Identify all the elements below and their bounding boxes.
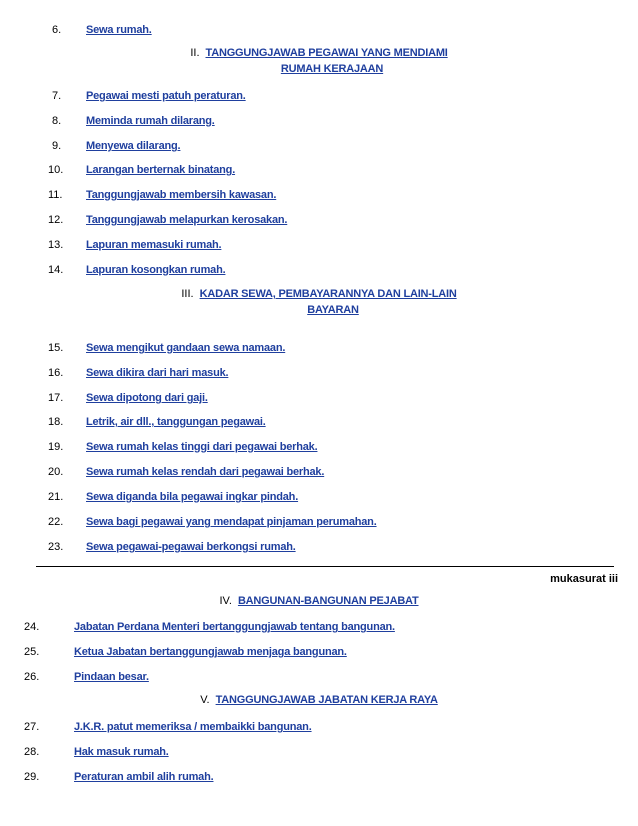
list-item bbox=[0, 237, 638, 253]
list-item bbox=[0, 539, 638, 555]
toc-link[interactable]: Pindaan besar. bbox=[74, 671, 149, 683]
item-number: 10. bbox=[48, 164, 64, 176]
list-item bbox=[0, 464, 638, 480]
list-item bbox=[0, 489, 638, 505]
section-heading-3 bbox=[0, 286, 638, 302]
list-item bbox=[0, 619, 638, 635]
section-title-link[interactable]: RUMAH KERAJAAN bbox=[280, 63, 384, 75]
section-heading-5 bbox=[0, 692, 638, 708]
list-item bbox=[0, 22, 638, 38]
section-numeral: III. bbox=[181, 288, 194, 300]
list-item bbox=[0, 669, 638, 685]
item-number: 26. bbox=[24, 671, 40, 683]
section-heading-4 bbox=[0, 593, 638, 609]
list-item bbox=[0, 439, 638, 455]
item-number: 12. bbox=[48, 214, 64, 226]
item-number: 6. bbox=[52, 24, 62, 36]
section-numeral: V. bbox=[200, 694, 210, 706]
item-number: 16. bbox=[48, 367, 64, 379]
toc-link[interactable]: Meminda rumah dilarang. bbox=[86, 115, 215, 127]
item-number: 7. bbox=[52, 90, 62, 102]
toc-link[interactable]: Tanggungjawab membersih kawasan. bbox=[86, 189, 277, 201]
list-item bbox=[0, 365, 638, 381]
page-divider bbox=[36, 566, 614, 567]
toc-link[interactable]: Hak masuk rumah. bbox=[74, 746, 169, 758]
item-number: 11. bbox=[48, 189, 63, 201]
list-item bbox=[0, 340, 638, 356]
item-number: 21. bbox=[48, 491, 64, 503]
list-item bbox=[0, 744, 638, 760]
section-heading-2 bbox=[0, 45, 638, 61]
item-number: 20. bbox=[48, 466, 64, 478]
toc-link[interactable]: Ketua Jabatan bertanggungjawab menjaga bangunan. bbox=[74, 646, 347, 658]
item-number: 25. bbox=[24, 646, 40, 658]
toc-link[interactable]: Menyewa dilarang. bbox=[86, 140, 181, 152]
toc-link[interactable]: Sewa rumah kelas rendah dari pegawai berhak. bbox=[86, 466, 325, 478]
section-title-link[interactable]: TANGGUNGJAWAB JABATAN KERJA RAYA bbox=[215, 694, 438, 706]
item-number: 24. bbox=[24, 621, 40, 633]
item-number: 29. bbox=[24, 771, 40, 783]
section-title-link[interactable]: TANGGUNGJAWAB PEGAWAI YANG MENDIAMI bbox=[205, 47, 448, 59]
list-item bbox=[0, 187, 638, 203]
section-title-link[interactable]: BANGUNAN-BANGUNAN PEJABAT bbox=[237, 595, 419, 607]
toc-link[interactable]: Jabatan Perdana Menteri bertanggungjawab tentang bangunan. bbox=[74, 621, 395, 633]
toc-link[interactable]: J.K.R. patut memeriksa / membaikki bangunan. bbox=[74, 721, 312, 733]
toc-link[interactable]: Sewa dikira dari hari masuk. bbox=[86, 367, 229, 379]
page-number: mukasurat iii bbox=[550, 573, 618, 585]
list-item bbox=[0, 88, 638, 104]
item-number: 28. bbox=[24, 746, 40, 758]
toc-link[interactable]: Letrik, air dll., tanggungan pegawai. bbox=[86, 416, 266, 428]
item-number: 18. bbox=[48, 416, 64, 428]
toc-link[interactable]: Sewa diganda bila pegawai ingkar pindah. bbox=[86, 491, 299, 503]
section-title-link[interactable]: BAYARAN bbox=[307, 304, 359, 316]
list-item bbox=[0, 113, 638, 129]
item-number: 15. bbox=[48, 342, 64, 354]
list-item bbox=[0, 769, 638, 785]
toc-link[interactable]: Sewa bagi pegawai yang mendapat pinjaman perumahan. bbox=[86, 516, 377, 528]
item-number: 9. bbox=[52, 140, 62, 152]
toc-link[interactable]: Sewa dipotong dari gaji. bbox=[86, 392, 208, 404]
toc-link[interactable]: Pegawai mesti patuh peraturan. bbox=[86, 90, 246, 102]
list-item bbox=[0, 138, 638, 154]
list-item bbox=[0, 212, 638, 228]
section-heading-2-line2 bbox=[0, 61, 638, 77]
list-item bbox=[0, 262, 638, 278]
item-number: 17. bbox=[48, 392, 64, 404]
section-title-link[interactable]: KADAR SEWA, PEMBAYARANNYA DAN LAIN-LAIN bbox=[199, 288, 457, 300]
toc-link[interactable]: Peraturan ambil alih rumah. bbox=[74, 771, 214, 783]
section-numeral: II. bbox=[190, 47, 200, 59]
toc-link[interactable]: Tanggungjawab melapurkan kerosakan. bbox=[86, 214, 288, 226]
toc-link[interactable]: Sewa rumah kelas tinggi dari pegawai berhak. bbox=[86, 441, 318, 453]
item-number: 13. bbox=[48, 239, 64, 251]
toc-link[interactable]: Sewa rumah. bbox=[86, 24, 152, 36]
item-number: 19. bbox=[48, 441, 64, 453]
item-number: 23. bbox=[48, 541, 64, 553]
section-heading-3-line2 bbox=[0, 302, 638, 318]
item-number: 14. bbox=[48, 264, 64, 276]
toc-link[interactable]: Lapuran kosongkan rumah. bbox=[86, 264, 226, 276]
toc-link[interactable]: Lapuran memasuki rumah. bbox=[86, 239, 222, 251]
toc-link[interactable]: Larangan berternak binatang. bbox=[86, 164, 236, 176]
item-number: 27. bbox=[24, 721, 40, 733]
item-number: 8. bbox=[52, 115, 62, 127]
list-item bbox=[0, 644, 638, 660]
list-item bbox=[0, 719, 638, 735]
toc-link[interactable]: Sewa pegawai-pegawai berkongsi rumah. bbox=[86, 541, 296, 553]
list-item bbox=[0, 414, 638, 430]
list-item bbox=[0, 514, 638, 530]
section-numeral: IV. bbox=[219, 595, 232, 607]
toc-link[interactable]: Sewa mengikut gandaan sewa namaan. bbox=[86, 342, 286, 354]
item-number: 22. bbox=[48, 516, 64, 528]
list-item bbox=[0, 162, 638, 178]
list-item bbox=[0, 390, 638, 406]
